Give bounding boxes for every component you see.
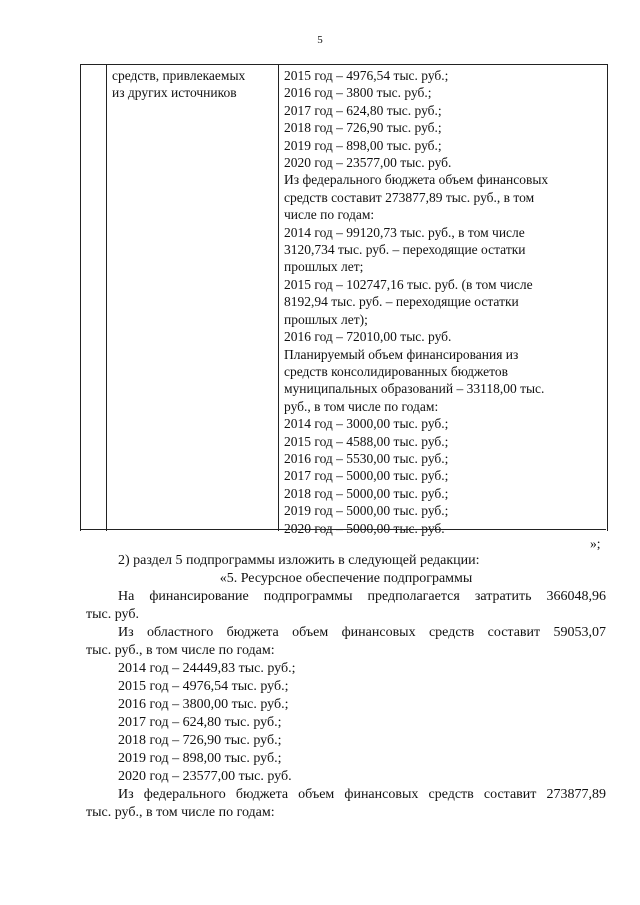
- right-cell-line: Из федерального бюджета объем финансовых: [284, 172, 549, 188]
- table-right-cell: [284, 67, 604, 537]
- right-cell-line: 2018 год – 726,90 тыс. руб.;: [284, 120, 442, 136]
- right-cell-line: 2020 год – 23577,00 тыс. руб.: [284, 155, 452, 171]
- right-cell-line: 2017 год – 5000,00 тыс. руб.;: [284, 468, 449, 484]
- right-cell-line: 3120,734 тыс. руб. – переходящие остатки: [284, 242, 526, 258]
- table-bottom-border: [80, 529, 606, 530]
- year-line: 2017 год – 624,80 тыс. руб.;: [118, 715, 282, 730]
- paragraph-line: тыс. руб., в том числе по годам:: [86, 643, 275, 658]
- right-cell-line: 8192,94 тыс. руб. – переходящие остатки: [284, 294, 519, 310]
- closing-quote: »;: [590, 536, 601, 551]
- right-cell-line: 2015 год – 4588,00 тыс. руб.;: [284, 433, 449, 449]
- left-cell-line: из других источников: [112, 85, 237, 101]
- year-line: 2016 год – 3800,00 тыс. руб.;: [118, 697, 289, 712]
- section-heading: «5. Ресурсное обеспечение подпрограммы: [219, 571, 473, 586]
- year-line: 2019 год – 898,00 тыс. руб.;: [118, 751, 282, 766]
- right-cell-line: Планируемый объем финансирования из: [284, 346, 519, 362]
- left-cell-line: средств, привлекаемых: [112, 68, 246, 83]
- table-column-divider: [106, 65, 107, 531]
- table-left-cell: [112, 67, 278, 102]
- funding-table: [80, 64, 608, 536]
- paragraph-line: Из федерального бюджета объем финансовых средств составит 273877,89: [118, 787, 606, 802]
- paragraph-line: На финансирование подпрограммы предполагается затратить 366048,96: [118, 589, 606, 604]
- right-cell-line: 2020 год – 5000,00 тыс. руб.: [284, 520, 445, 536]
- paragraph-line: тыс. руб., в том числе по годам:: [86, 805, 275, 820]
- right-cell-line: прошлых лет);: [284, 311, 368, 327]
- right-cell-line: числе по годам:: [284, 207, 375, 223]
- right-cell-line: 2014 год – 99120,73 тыс. руб., в том числе: [284, 224, 525, 240]
- right-cell-line: 2019 год – 5000,00 тыс. руб.;: [284, 503, 449, 519]
- year-line: 2015 год – 4976,54 тыс. руб.;: [118, 679, 289, 694]
- year-line: 2014 год – 24449,83 тыс. руб.;: [118, 661, 296, 676]
- right-cell-line: 2015 год – 4976,54 тыс. руб.;: [284, 68, 449, 83]
- right-cell-line: 2018 год – 5000,00 тыс. руб.;: [284, 485, 449, 501]
- right-cell-line: руб., в том числе по годам:: [284, 398, 439, 414]
- paragraph-line: Из областного бюджета объем финансовых средств составит 59053,07: [118, 625, 606, 640]
- page-number: 5: [317, 34, 323, 46]
- right-cell-line: 2014 год – 3000,00 тыс. руб.;: [284, 416, 449, 432]
- right-cell-line: 2016 год – 3800 тыс. руб.;: [284, 85, 432, 101]
- year-line: 2018 год – 726,90 тыс. руб.;: [118, 733, 282, 748]
- year-line: 2020 год – 23577,00 тыс. руб.: [118, 769, 292, 784]
- paragraph-line: тыс. руб.: [86, 607, 139, 622]
- right-cell-line: 2016 год – 72010,00 тыс. руб.: [284, 329, 452, 345]
- document-body: [86, 552, 606, 822]
- right-cell-line: средств составит 273877,89 тыс. руб., в том: [284, 189, 535, 205]
- right-cell-line: 2019 год – 898,00 тыс. руб.;: [284, 137, 442, 153]
- right-cell-line: 2016 год – 5530,00 тыс. руб.;: [284, 450, 449, 466]
- right-cell-line: 2017 год – 624,80 тыс. руб.;: [284, 102, 442, 118]
- right-cell-line: средств консолидированных бюджетов: [284, 363, 508, 379]
- right-cell-line: прошлых лет;: [284, 259, 364, 275]
- amendment-line: 2) раздел 5 подпрограммы изложить в следующей редакции:: [118, 553, 480, 568]
- table-column-divider: [278, 65, 279, 531]
- right-cell-line: 2015 год – 102747,16 тыс. руб. (в том числе: [284, 276, 533, 292]
- right-cell-line: муниципальных образований – 33118,00 тыс.: [284, 381, 545, 397]
